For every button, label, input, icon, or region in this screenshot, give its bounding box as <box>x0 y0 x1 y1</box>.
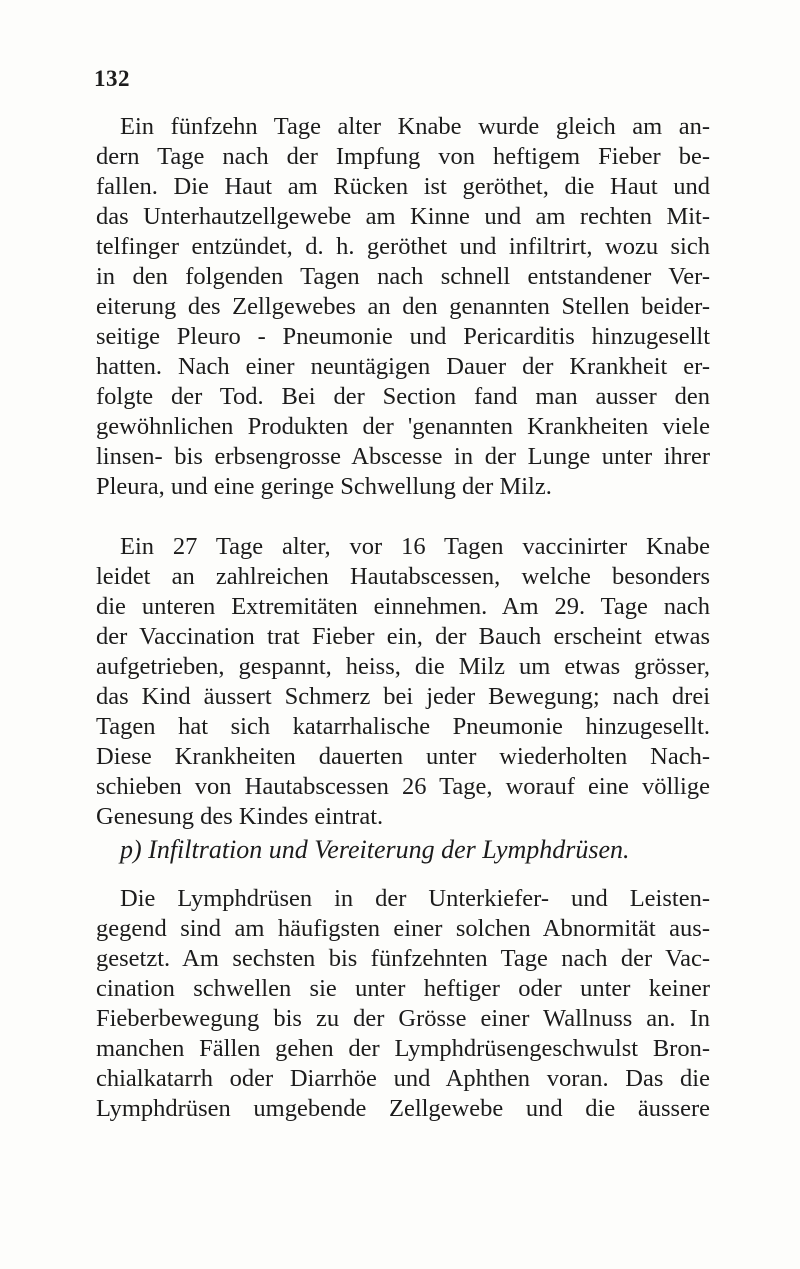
text-line: gewöhnlichen Produkten der 'genannten Krankheiten viele <box>96 413 710 440</box>
text-line: der Vaccination trat Fieber ein, der Bauch erscheint etwas <box>96 623 710 650</box>
text-line: die unteren Extremitäten einnehmen. Am 29. Tage nach <box>96 593 710 620</box>
text-line: Tagen hat sich katarrhalische Pneumonie hinzugesellt. <box>96 713 710 740</box>
paragraph-lymph-nodes <box>96 884 710 1124</box>
text-line: Die Lymphdrüsen in der Unterkiefer- und Leisten- <box>120 885 710 912</box>
text-line: telfinger entzündet, d. h. geröthet und infiltrirt, wozu sich <box>96 233 710 260</box>
text-line: Lymphdrüsen umgebende Zellgewebe und die äussere <box>96 1095 710 1122</box>
text-line: Pleura, und eine geringe Schwellung der Milz. <box>96 473 552 500</box>
text-line: das Unterhautzellgewebe am Kinne und am rechten Mit- <box>96 203 710 230</box>
text-line: eiterung des Zellgewebes an den genannten Stellen beider- <box>96 293 710 320</box>
page-number: 132 <box>94 66 130 91</box>
text-line: linsen- bis erbsengrosse Abscesse in der Lunge unter ihrer <box>96 443 710 470</box>
text-line: gesetzt. Am sechsten bis fünfzehnten Tage nach der Vac- <box>96 945 710 972</box>
text-line: Fieberbewegung bis zu der Grösse einer Wallnuss an. In <box>96 1005 710 1032</box>
text-line: folgte der Tod. Bei der Section fand man ausser den <box>96 383 710 410</box>
text-line: hatten. Nach einer neuntägigen Dauer der Krankheit er- <box>96 353 710 380</box>
text-line: schieben von Hautabscessen 26 Tage, worauf eine völlige <box>96 773 710 800</box>
text-line: in den folgenden Tagen nach schnell entstandener Ver- <box>96 263 710 290</box>
section-heading: p) Infiltration und Vereiterung der Lymphdrüsen. <box>120 835 630 864</box>
text-line: Diese Krankheiten dauerten unter wiederholten Nach- <box>96 743 710 770</box>
text-line: Ein 27 Tage alter, vor 16 Tagen vaccinirter Knabe <box>120 533 710 560</box>
text-line: Ein fünfzehn Tage alter Knabe wurde gleich am an- <box>120 113 710 140</box>
text-line: seitige Pleuro - Pneumonie und Pericarditis hinzugesellt <box>96 323 710 350</box>
text-line: cination schwellen sie unter heftiger oder unter keiner <box>96 975 710 1002</box>
text-line: Genesung des Kindes eintrat. <box>96 803 384 830</box>
paragraph-case-twenty-seven-day-boy <box>96 532 710 832</box>
text-line: fallen. Die Haut am Rücken ist geröthet, die Haut und <box>96 173 710 200</box>
text-line: chialkatarrh oder Diarrhöe und Aphthen voran. Das die <box>96 1065 710 1092</box>
text-line: dern Tage nach der Impfung von heftigem Fieber be- <box>96 143 710 170</box>
text-line: leidet an zahlreichen Hautabscessen, welche besonders <box>96 563 710 590</box>
text-line: aufgetrieben, gespannt, heiss, die Milz um etwas grösser, <box>96 653 710 680</box>
text-line: das Kind äussert Schmerz bei jeder Bewegung; nach drei <box>96 683 710 710</box>
text-line: manchen Fällen gehen der Lymphdrüsengeschwulst Bron- <box>96 1035 710 1062</box>
paragraph-case-fifteen-day-boy <box>96 112 710 502</box>
text-line: gegend sind am häufigsten einer solchen Abnormität aus- <box>96 915 710 942</box>
